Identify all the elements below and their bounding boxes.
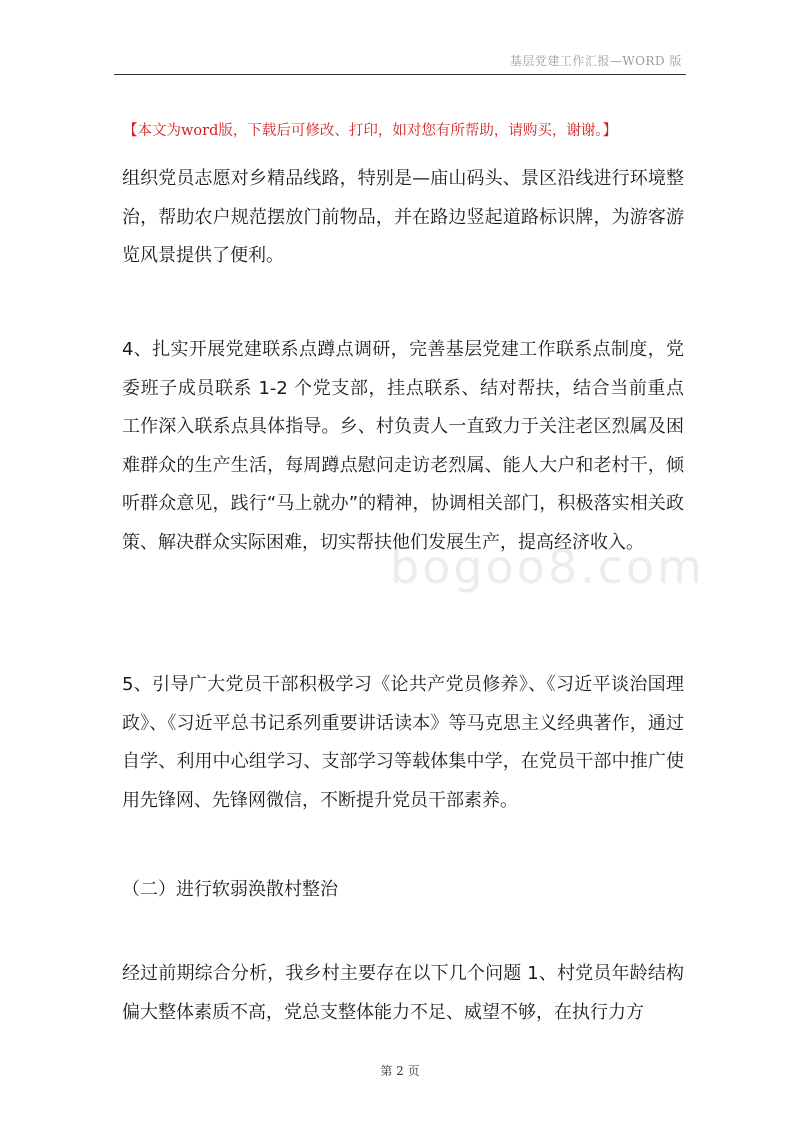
purchase-notice: 【本文为word版，下载后可修改、打印，如对您有所帮助，请购买，谢谢。】 bbox=[123, 123, 618, 139]
document-header-title: 基层党建工作汇报—WORD 版 bbox=[509, 54, 682, 68]
header-divider bbox=[114, 74, 686, 75]
paragraph-contact-point-research: 4、扎实开展党建联系点蹲点调研，完善基层党建工作联系点制度，党委班子成员联系 1-2 个党支部，挂点联系、结对帮扶，结合当前重点工作深入联系点具体指导。乡、村负责人一直致力于关注老区烈属及困难群众的生产生活，每周蹲点慰问走访老烈属、能人大户和老村干，倾听群众意见，践行“马上就办”的精神，协调相关部门，积极落实相关政策、解决群众实际困难，切实帮扶他们发展生产，提高经济收入。 bbox=[122, 339, 684, 553]
paragraph-party-study: 5、引导广大党员干部积极学习《论共产党员修养》、《习近平谈治国理政》、《习近平总书记系列重要讲话读本》等马克思主义经典著作，通过自学、利用中心组学习、支部学习等载体集中学，在党员干部中推广使用先锋网、先锋网微信，不断提升党员干部素养。 bbox=[122, 674, 684, 811]
paragraph-problem-analysis: 经过前期综合分析，我乡村主要存在以下几个问题 1、村党员年龄结构偏大整体素质不高，党总支整体能力不足、威望不够，在执行力方 bbox=[122, 963, 684, 1023]
page-number: 第 2 页 bbox=[380, 1064, 420, 1078]
paragraph-environment-cleanup: 组织党员志愿对乡精品线路，特别是—庙山码头、景区沿线进行环境整治，帮助农户规范摆放门前物品，并在路边竖起道路标识牌，为游客游览风景提供了便利。 bbox=[122, 168, 684, 266]
section-heading-weak-village: （二）进行软弱涣散村整治 bbox=[122, 879, 338, 900]
watermark: bogoo8.com bbox=[390, 540, 705, 594]
